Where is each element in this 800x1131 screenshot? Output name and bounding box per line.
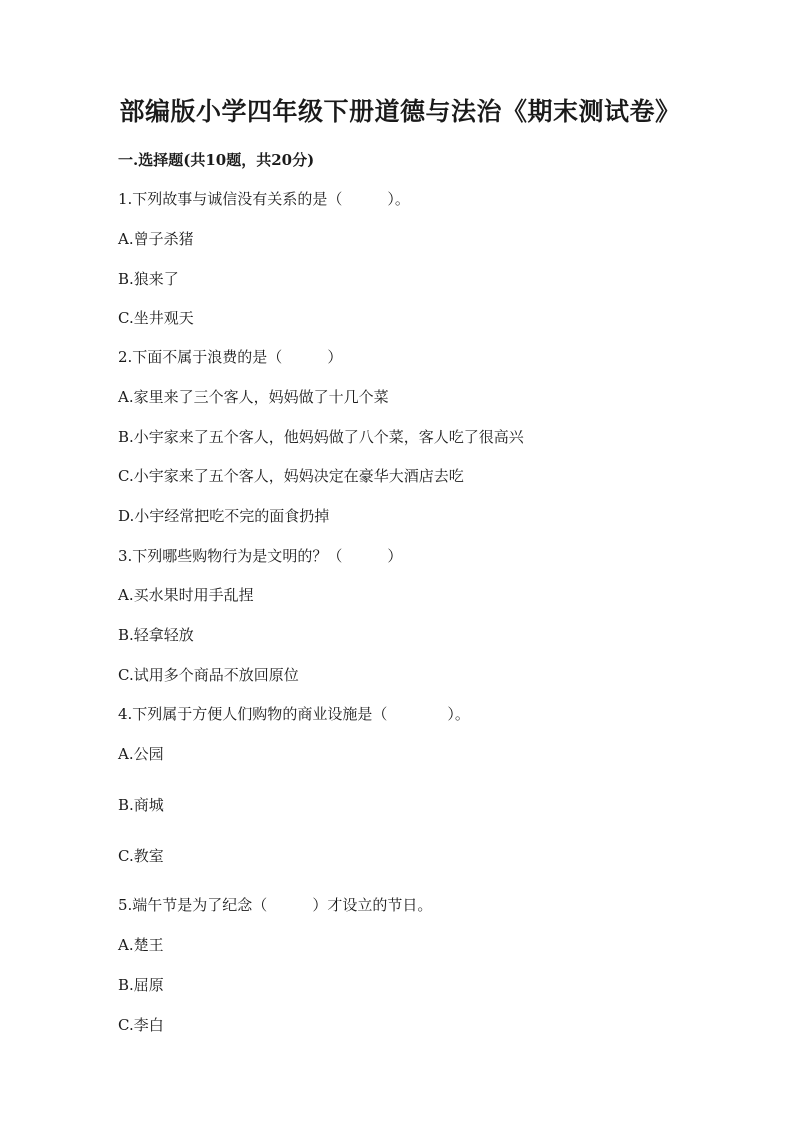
question-1: 1.下列故事与诚信没有关系的是（ ）。 — [118, 190, 410, 208]
option-5b: B.屈原 — [118, 976, 164, 994]
page-title: 部编版小学四年级下册道德与法治《期末测试卷》 — [119, 97, 681, 126]
section-heading: 一.选择题(共10题，共20分) — [118, 151, 315, 169]
question-3: 3.下列哪些购物行为是文明的？（ ） — [118, 547, 403, 565]
option-1a: A.曾子杀猪 — [118, 230, 194, 248]
option-2d: D.小宇经常把吃不完的面食扔掉 — [118, 507, 330, 525]
option-4b: B.商城 — [118, 796, 164, 814]
question-2: 2.下面不属于浪费的是（ ） — [118, 348, 343, 366]
option-2a: A.家里来了三个客人，妈妈做了十几个菜 — [118, 388, 389, 406]
option-4c: C.教室 — [118, 847, 164, 865]
question-4: 4.下列属于方便人们购物的商业设施是（ ）。 — [118, 705, 470, 723]
option-2c: C.小宇家来了五个客人，妈妈决定在豪华大酒店去吃 — [118, 467, 464, 485]
option-2b: B.小宇家来了五个客人，他妈妈做了八个菜，客人吃了很高兴 — [118, 428, 524, 446]
option-3b: B.轻拿轻放 — [118, 626, 194, 644]
option-1c: C.坐井观天 — [118, 309, 194, 327]
option-1b: B.狼来了 — [118, 270, 179, 288]
option-5c: C.李白 — [118, 1016, 164, 1034]
option-3c: C.试用多个商品不放回原位 — [118, 666, 299, 684]
option-3a: A.买水果时用手乱捏 — [118, 586, 254, 604]
option-4a: A.公园 — [118, 745, 164, 763]
option-5a: A.楚王 — [118, 936, 164, 954]
question-5: 5.端午节是为了纪念（ ）才设立的节日。 — [118, 896, 433, 914]
